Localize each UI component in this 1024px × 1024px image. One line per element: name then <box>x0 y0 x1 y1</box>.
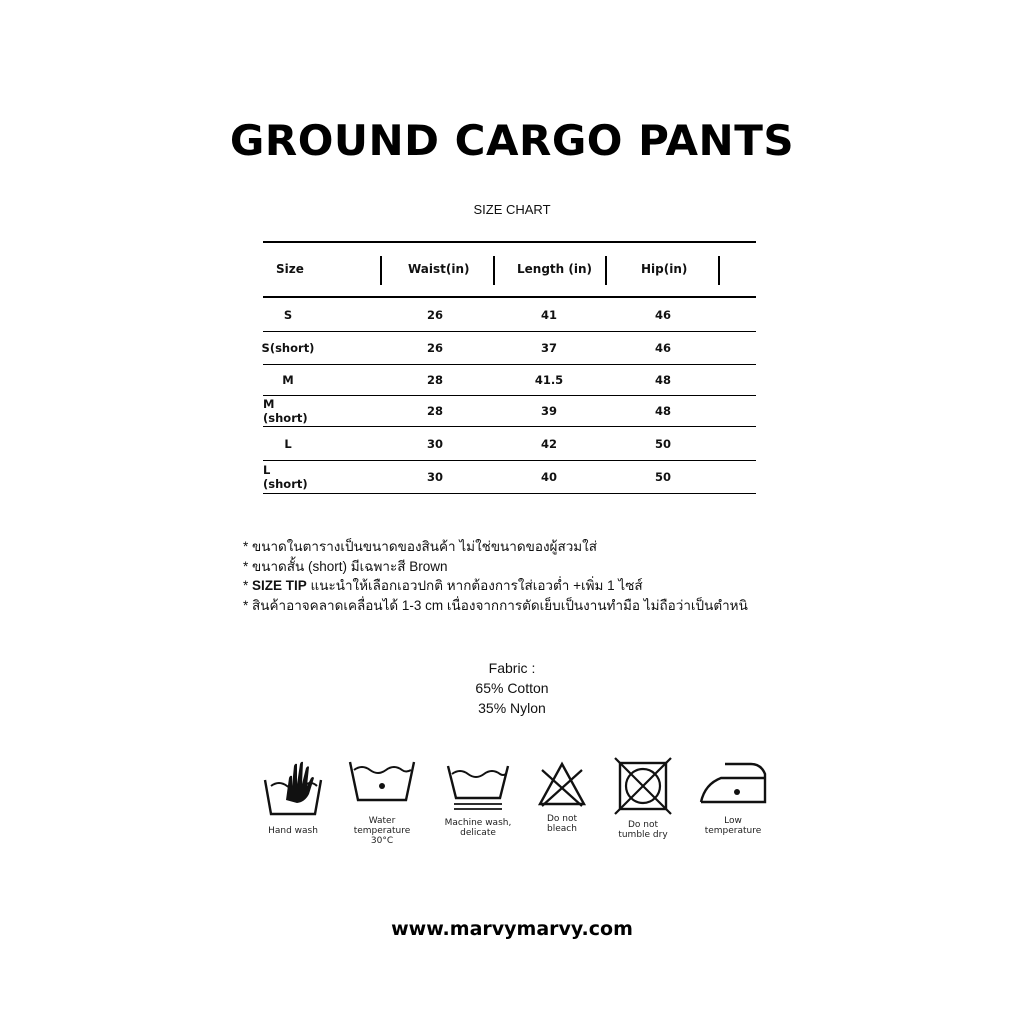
table-row <box>263 396 756 427</box>
table-row <box>263 461 756 494</box>
cell-size: L (short) <box>263 463 308 491</box>
cell-hip: 48 <box>654 404 671 418</box>
care-item-do-not-tumble-dry <box>598 756 688 840</box>
header-divider <box>718 256 720 285</box>
care-item-low-temperature <box>688 756 778 836</box>
care-label-hand-wash <box>248 826 338 836</box>
care-label-line: tumble dry <box>618 830 668 840</box>
cell-length: 41.5 <box>534 373 564 387</box>
do-not-bleach-icon <box>534 756 590 810</box>
care-label-line: Do not <box>627 820 659 830</box>
cell-size: L <box>284 436 292 451</box>
care-label-line: temperature <box>353 826 411 836</box>
note-line: * ขนาดสั้น (short) มีเฉพาะสี Brown <box>243 558 448 574</box>
cell-size: S <box>283 307 293 322</box>
water-temperature-icon <box>344 756 420 812</box>
cell-length: 37 <box>540 341 557 355</box>
care-label-line: Machine wash, <box>444 818 512 828</box>
table-row <box>263 427 756 461</box>
low-temperature-iron-icon <box>697 756 769 812</box>
note-line: * ขนาดในตารางเป็นขนาดของสินค้า ไม่ใช่ขนาดของผู้สวมใส่ <box>243 539 598 554</box>
care-label-line: Low <box>724 816 742 826</box>
care-label-line: Water <box>368 816 396 826</box>
care-label-line: bleach <box>547 824 577 834</box>
care-item-do-not-bleach <box>517 756 607 834</box>
care-label-low-temperature <box>688 816 778 836</box>
care-label-water-temperature <box>337 816 427 846</box>
care-item-water-temperature <box>337 756 427 846</box>
cell-hip: 50 <box>654 470 671 484</box>
header-waist: Waist(in) <box>408 262 470 276</box>
header-divider <box>605 256 607 285</box>
note-line: * สินค้าอาจคลาดเคลื่อนได้ 1-3 cm เนื่องจากการตัดเย็บเป็นงานทำมือ ไม่ถือว่าเป็นตำหนิ <box>243 597 748 613</box>
table-row <box>263 332 756 365</box>
care-instructions <box>248 756 788 856</box>
header-divider <box>493 256 495 285</box>
care-label-line: Do not <box>546 814 578 824</box>
cell-waist: 26 <box>426 307 443 322</box>
cell-hip: 48 <box>654 373 671 387</box>
cell-length: 41 <box>540 307 557 322</box>
size-notes <box>243 537 803 615</box>
cell-size: S(short) <box>261 341 315 355</box>
fabric-nylon: 35% Nylon <box>478 700 546 716</box>
cell-waist: 28 <box>426 373 443 387</box>
cell-size: M (short) <box>263 397 308 425</box>
care-label-line: Hand wash <box>268 826 318 836</box>
cell-waist: 30 <box>426 436 443 451</box>
cell-size: M <box>282 373 294 387</box>
cell-length: 40 <box>540 470 557 484</box>
care-label-line: 30°C <box>370 836 394 846</box>
care-label-machine-wash <box>433 818 523 838</box>
size-chart-subtitle: SIZE CHART <box>473 202 551 217</box>
do-not-tumble-dry-icon <box>613 756 673 816</box>
cell-hip: 46 <box>654 341 671 355</box>
header-hip: Hip(in) <box>641 262 688 276</box>
cell-waist: 26 <box>426 341 443 355</box>
size-tip-label: SIZE TIP <box>252 578 307 593</box>
table-row <box>263 298 756 332</box>
hand-wash-icon <box>255 756 331 822</box>
care-label-line: delicate <box>460 828 496 838</box>
cell-waist: 30 <box>426 470 443 484</box>
care-item-hand-wash <box>248 756 338 836</box>
cell-length: 42 <box>540 436 557 451</box>
table-row <box>263 365 756 396</box>
note-line <box>243 576 803 596</box>
product-title: GROUND CARGO PANTS <box>229 116 795 165</box>
header-length: Length (in) <box>517 262 592 276</box>
cell-hip: 46 <box>654 307 671 322</box>
cell-hip: 50 <box>654 436 671 451</box>
care-label-do-not-bleach <box>517 814 607 834</box>
fabric-cotton: 65% Cotton <box>475 680 549 696</box>
fabric-label: Fabric : <box>488 660 536 676</box>
note-prefix: * <box>243 578 253 593</box>
website-link[interactable]: www.marvymarvy.com <box>391 918 633 940</box>
machine-wash-delicate-icon <box>440 756 516 814</box>
note-text: แนะนำให้เลือกเอวปกติ หากต้องการใส่เอวต่ำ +เพิ่ม 1 ไซส์ <box>306 578 643 593</box>
cell-length: 39 <box>540 404 557 418</box>
care-label-do-not-tumble-dry <box>598 820 688 840</box>
header-size: Size <box>276 262 304 276</box>
care-item-machine-wash-delicate <box>433 756 523 838</box>
care-label-line: temperature <box>704 826 762 836</box>
cell-waist: 28 <box>426 404 443 418</box>
size-chart-table <box>263 241 756 494</box>
table-header <box>263 243 756 298</box>
header-divider <box>380 256 382 285</box>
fabric-composition <box>0 658 1024 718</box>
